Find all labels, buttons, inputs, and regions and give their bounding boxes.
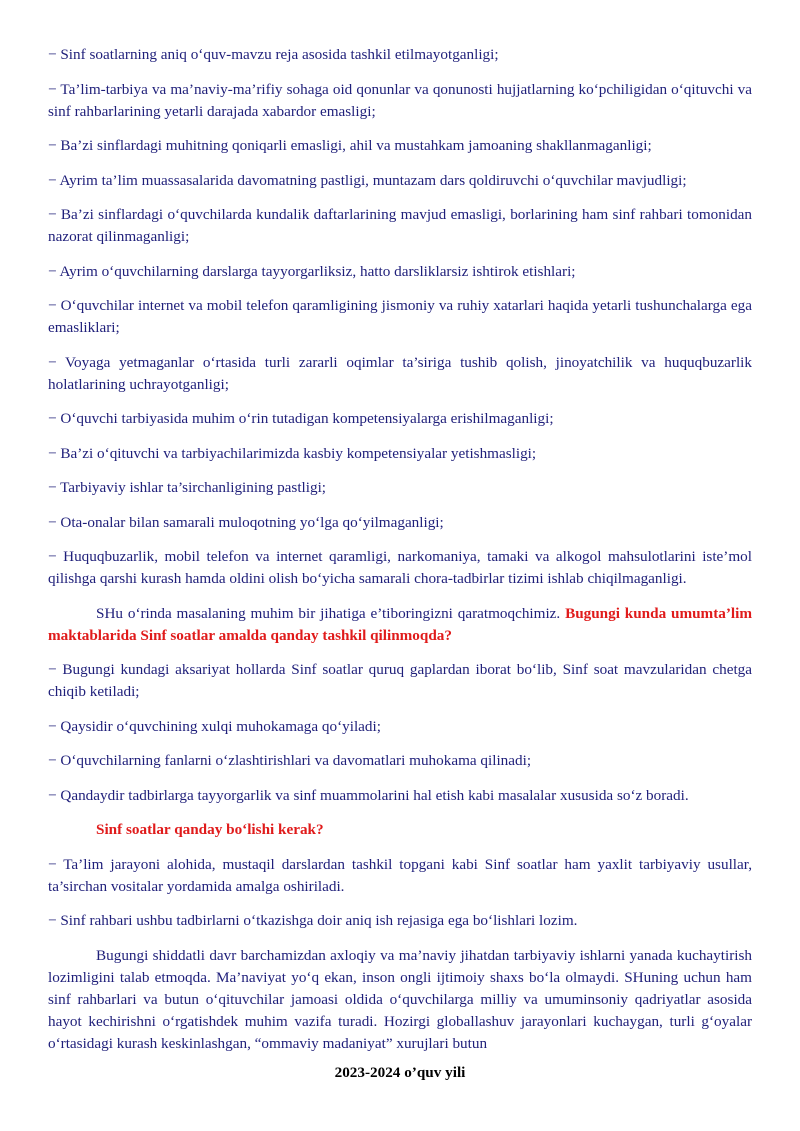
page-footer: 2023-2024 o’quv yili [334, 1064, 466, 1081]
bullet-paragraph: − Sinf soatlarning aniq o‘quv-mavzu reja asosida tashkil etilmayotganligi; [48, 46, 499, 63]
bullet-paragraph: − Ba’zi o‘qituvchi va tarbiyachilarimizda kasbiy kompetensiyalar yetishmasligi; [48, 444, 537, 462]
bullet-paragraph: − Bugungi kundagi aksariyat hollarda Sinf soatlar quruq gaplardan iborat bo‘lib, Sinf soat mavzularidan chetga chiqib ketiladi; [48, 661, 752, 700]
bullet-paragraph: − O‘quvchi tarbiyasida muhim o‘rin tutadigan kompetensiyalarga erishilmaganligi; [48, 410, 554, 427]
document-body [48, 44, 752, 1067]
bullet-paragraph: − Ba’zi sinflardagi o‘quvchilarda kundalik daftarlarining mavjud emasligi, borlarining ham sinf rahbari tomonidan nazorat qilinmaganligi; [48, 206, 752, 245]
section-heading: Sinf soatlar qanday bo‘lishi kerak? [96, 821, 324, 838]
intro-text: SHu o‘rinda masalaning muhim bir jihatiga e’tiboringizni qaratmoqchimiz. [96, 604, 566, 622]
bullet-paragraph: − Ta’lim jarayoni alohida, mustaqil darslardan tashkil topgani kabi Sinf soatlar ham yaxlit tarbiyaviy usullar, ta’sirchan vositalar yordamida amalga oshiriladi. [48, 855, 752, 895]
intro-paragraph [48, 603, 752, 647]
bullet-paragraph: − Qaysidir o‘quvchining xulqi muhokamaga qo‘yiladi; [48, 717, 381, 735]
bullet-paragraph: − O‘quvchilarning fanlarni o‘zlashtirishlari va davomatlari muhokama qilinadi; [48, 752, 532, 769]
bullet-paragraph: − Ayrim o‘quvchilarning darslarga tayyorgarliksiz, hatto darsliklarsiz ishtirok etishlari; [48, 262, 576, 280]
bullet-paragraph: − Voyaga yetmaganlar o‘rtasida turli zararli oqimlar ta’siriga tushib qolish, jinoyatchilik va huquqbuzarlik holatlarining uchrayotganligi; [48, 353, 752, 393]
bullet-paragraph: − O‘quvchilar internet va mobil telefon qaramligining jismoniy va ruhiy xatarlari haqida yetarli tushunchalarga ega emasliklari; [48, 297, 752, 336]
bullet-paragraph: − Qandaydir tadbirlarga tayyorgarlik va sinf muammolarini hal etish kabi masalalar xususida so‘z boradi. [48, 786, 689, 804]
final-paragraph: Bugungi shiddatli davr barchamizdan axloqiy va ma’naviy jihatdan tarbiyaviy ishlarni yanada kuchaytirish lozimligini talab etmoqda. Ma’naviyat yo‘q ekan, inson ongli ijtimoiy shaxs bo‘la olmaydi. SHuning uchun ham sinf rahbarlari va butun o‘qituvchilar jamoasi oldida o‘quvchilarga milliy va umuminsoniy qadriyatlar asosida hayot kechirishni o‘rgatishdek muhim vazifa turadi. Hozirgi globallashuv jarayonlari kuchaygan, turli g‘oyalar o‘rtasidagi kurash keskinlashgan, “ommaviy madaniyat” xurujlari butun [48, 946, 752, 1052]
bullet-paragraph: − Tarbiyaviy ishlar ta’sirchanligining pastligi; [48, 479, 327, 496]
bullet-paragraph: − Ota-onalar bilan samarali muloqotning yo‘lga qo‘yilmaganligi; [48, 513, 444, 531]
bullet-paragraph: − Sinf rahbari ushbu tadbirlarni o‘tkazishga doir aniq ish rejasiga ega bo‘lishlari lozim. [48, 912, 578, 929]
bullet-paragraph: − Ba’zi sinflardagi muhitning qoniqarli emasligi, ahil va mustahkam jamoaning shakllanmaganligi; [48, 137, 652, 154]
intro-highlight: Bugungi kunda umumta’lim maktablarida Sinf soatlar amalda qanday tashkil qilinmoqda? [48, 604, 752, 644]
bullet-paragraph: − Ta’lim-tarbiya va ma’naviy-ma’rifiy sohaga oid qonunlar va qonunosti hujjatlarning ko‘pchiligidan o‘qituvchi va sinf rahbarlarining yetarli darajada xabardor emasligi; [48, 80, 752, 120]
bullet-paragraph: − Huquqbuzarlik, mobil telefon va internet qaramligi, narkomaniya, tamaki va alkogol mahsulotlarini iste’mol qilishga qarshi kurash hamda oldini olish bo‘yicha samarali chora-tadbirlar tizimi ishlab chiqilmaganligi. [48, 548, 752, 587]
bullet-paragraph: − Ayrim ta’lim muassasalarida davomatning pastligi, muntazam dars qoldiruvchi o‘quvchilar mavjudligi; [48, 171, 687, 189]
